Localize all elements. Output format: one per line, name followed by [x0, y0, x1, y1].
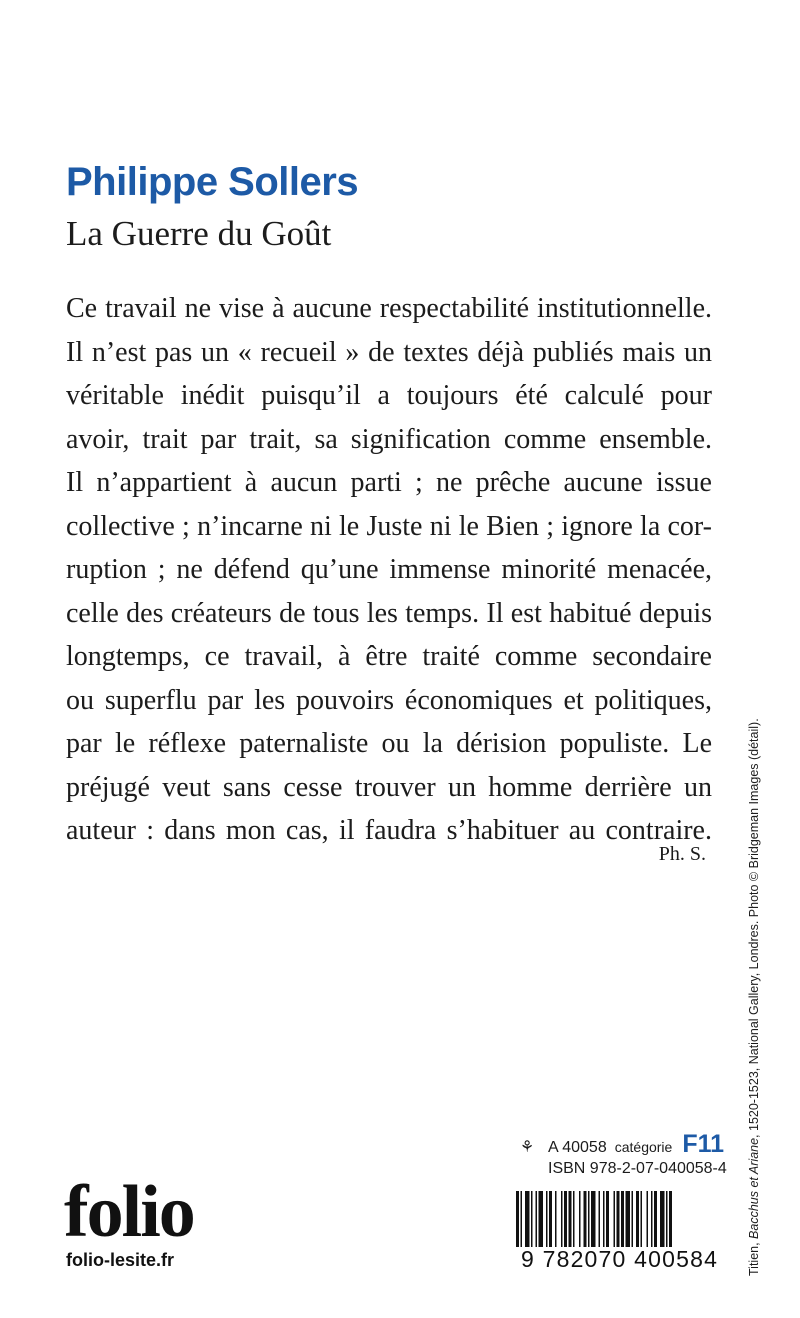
blurb-line: Ce travail ne vise à aucune respectabilité institutionnelle.	[66, 293, 712, 324]
barcode-bar	[647, 1191, 649, 1251]
barcode-bar	[654, 1191, 657, 1251]
barcode-bar	[651, 1191, 653, 1251]
blurb-line: préjugé veut sans cesse trouver un homme derrière un	[66, 771, 712, 803]
isbn: ISBN 978-2-07-040058-4	[548, 1160, 727, 1177]
back-cover-blurb	[66, 287, 712, 853]
blurb-line: celle des créateurs de tous les temps. Il est habitué depuis	[66, 597, 712, 629]
barcode-bar	[660, 1191, 665, 1251]
price-category: F11	[682, 1130, 725, 1158]
barcode-bar	[603, 1191, 605, 1251]
barcode-bar	[636, 1191, 639, 1251]
catalog-codes	[514, 1130, 724, 1158]
barcode-bar	[606, 1191, 609, 1251]
blurb-line: longtemps, ce travail, à être traité comme secondaire	[66, 641, 712, 672]
barcode-bar	[617, 1191, 620, 1251]
blurb-line: par le réflexe paternaliste ou la dérision populiste. Le	[66, 728, 712, 759]
image-credit	[747, 718, 761, 1276]
barcode-bar	[621, 1191, 624, 1251]
publisher-url: folio-lesite.fr	[66, 1250, 175, 1270]
barcode-bar	[549, 1191, 552, 1251]
barcode-digits: 9 782070 400584	[521, 1246, 719, 1272]
signature: Ph. S.	[658, 843, 706, 865]
gallimard-emblem-icon: ⚘	[519, 1139, 535, 1156]
blurb-line: Il n’est pas un « recueil » de textes déjà publiés mais un	[66, 336, 712, 368]
barcode-bar	[573, 1191, 575, 1251]
blurb-line: véritable inédit puisqu’il a toujours été calculé pour	[66, 380, 712, 411]
barcode-bar	[555, 1191, 557, 1251]
category-label: catégorie	[614, 1139, 673, 1155]
barcode-bar	[569, 1191, 572, 1251]
barcode-bar	[525, 1191, 530, 1251]
book-title: La Guerre du Goût	[66, 214, 332, 253]
barcode-bar	[564, 1191, 567, 1251]
blurb-line: avoir, trait par trait, sa signification comme ensemble.	[66, 423, 712, 455]
barcode-bar	[539, 1191, 544, 1251]
blurb-line: ou superflu par les pouvoirs économiques et politiques,	[66, 684, 712, 716]
barcode-bar	[614, 1191, 616, 1251]
credit-prefix: Titien,	[747, 1238, 761, 1276]
author-name: Philippe Sollers	[66, 160, 359, 204]
barcode-bar	[531, 1191, 533, 1251]
catalog-row	[514, 1130, 724, 1158]
credit-suffix: , 1520-1523, National Gallery, Londres. Photo © Bridgeman Images (détail).	[747, 718, 761, 1138]
blurb-line: collective ; n’incarne ni le Juste ni le Bien ; ignore la cor-	[66, 510, 712, 542]
credit-work: Bacchus et Ariane	[747, 1137, 761, 1239]
catalog-number: A 40058	[548, 1139, 607, 1156]
blurb-line: auteur : dans mon cas, il faudra s’habituer au contraire.	[66, 815, 712, 846]
barcode-bar	[588, 1191, 590, 1251]
blurb-line: ruption ; ne défend qu’une immense minorité menacée,	[66, 554, 712, 585]
barcode-bar	[599, 1191, 601, 1251]
barcode-bar	[632, 1191, 634, 1251]
barcode-bar	[579, 1191, 581, 1251]
barcode-bar	[536, 1191, 538, 1251]
barcode-bar	[626, 1191, 631, 1251]
barcode-bar	[641, 1191, 643, 1251]
blurb-line: Il n’appartient à aucun parti ; ne prêche aucune issue	[66, 467, 712, 498]
barcode-bar	[546, 1191, 548, 1251]
barcode-bar	[561, 1191, 563, 1251]
publisher-logo: folio	[64, 1171, 194, 1253]
barcode-bar	[584, 1191, 587, 1251]
